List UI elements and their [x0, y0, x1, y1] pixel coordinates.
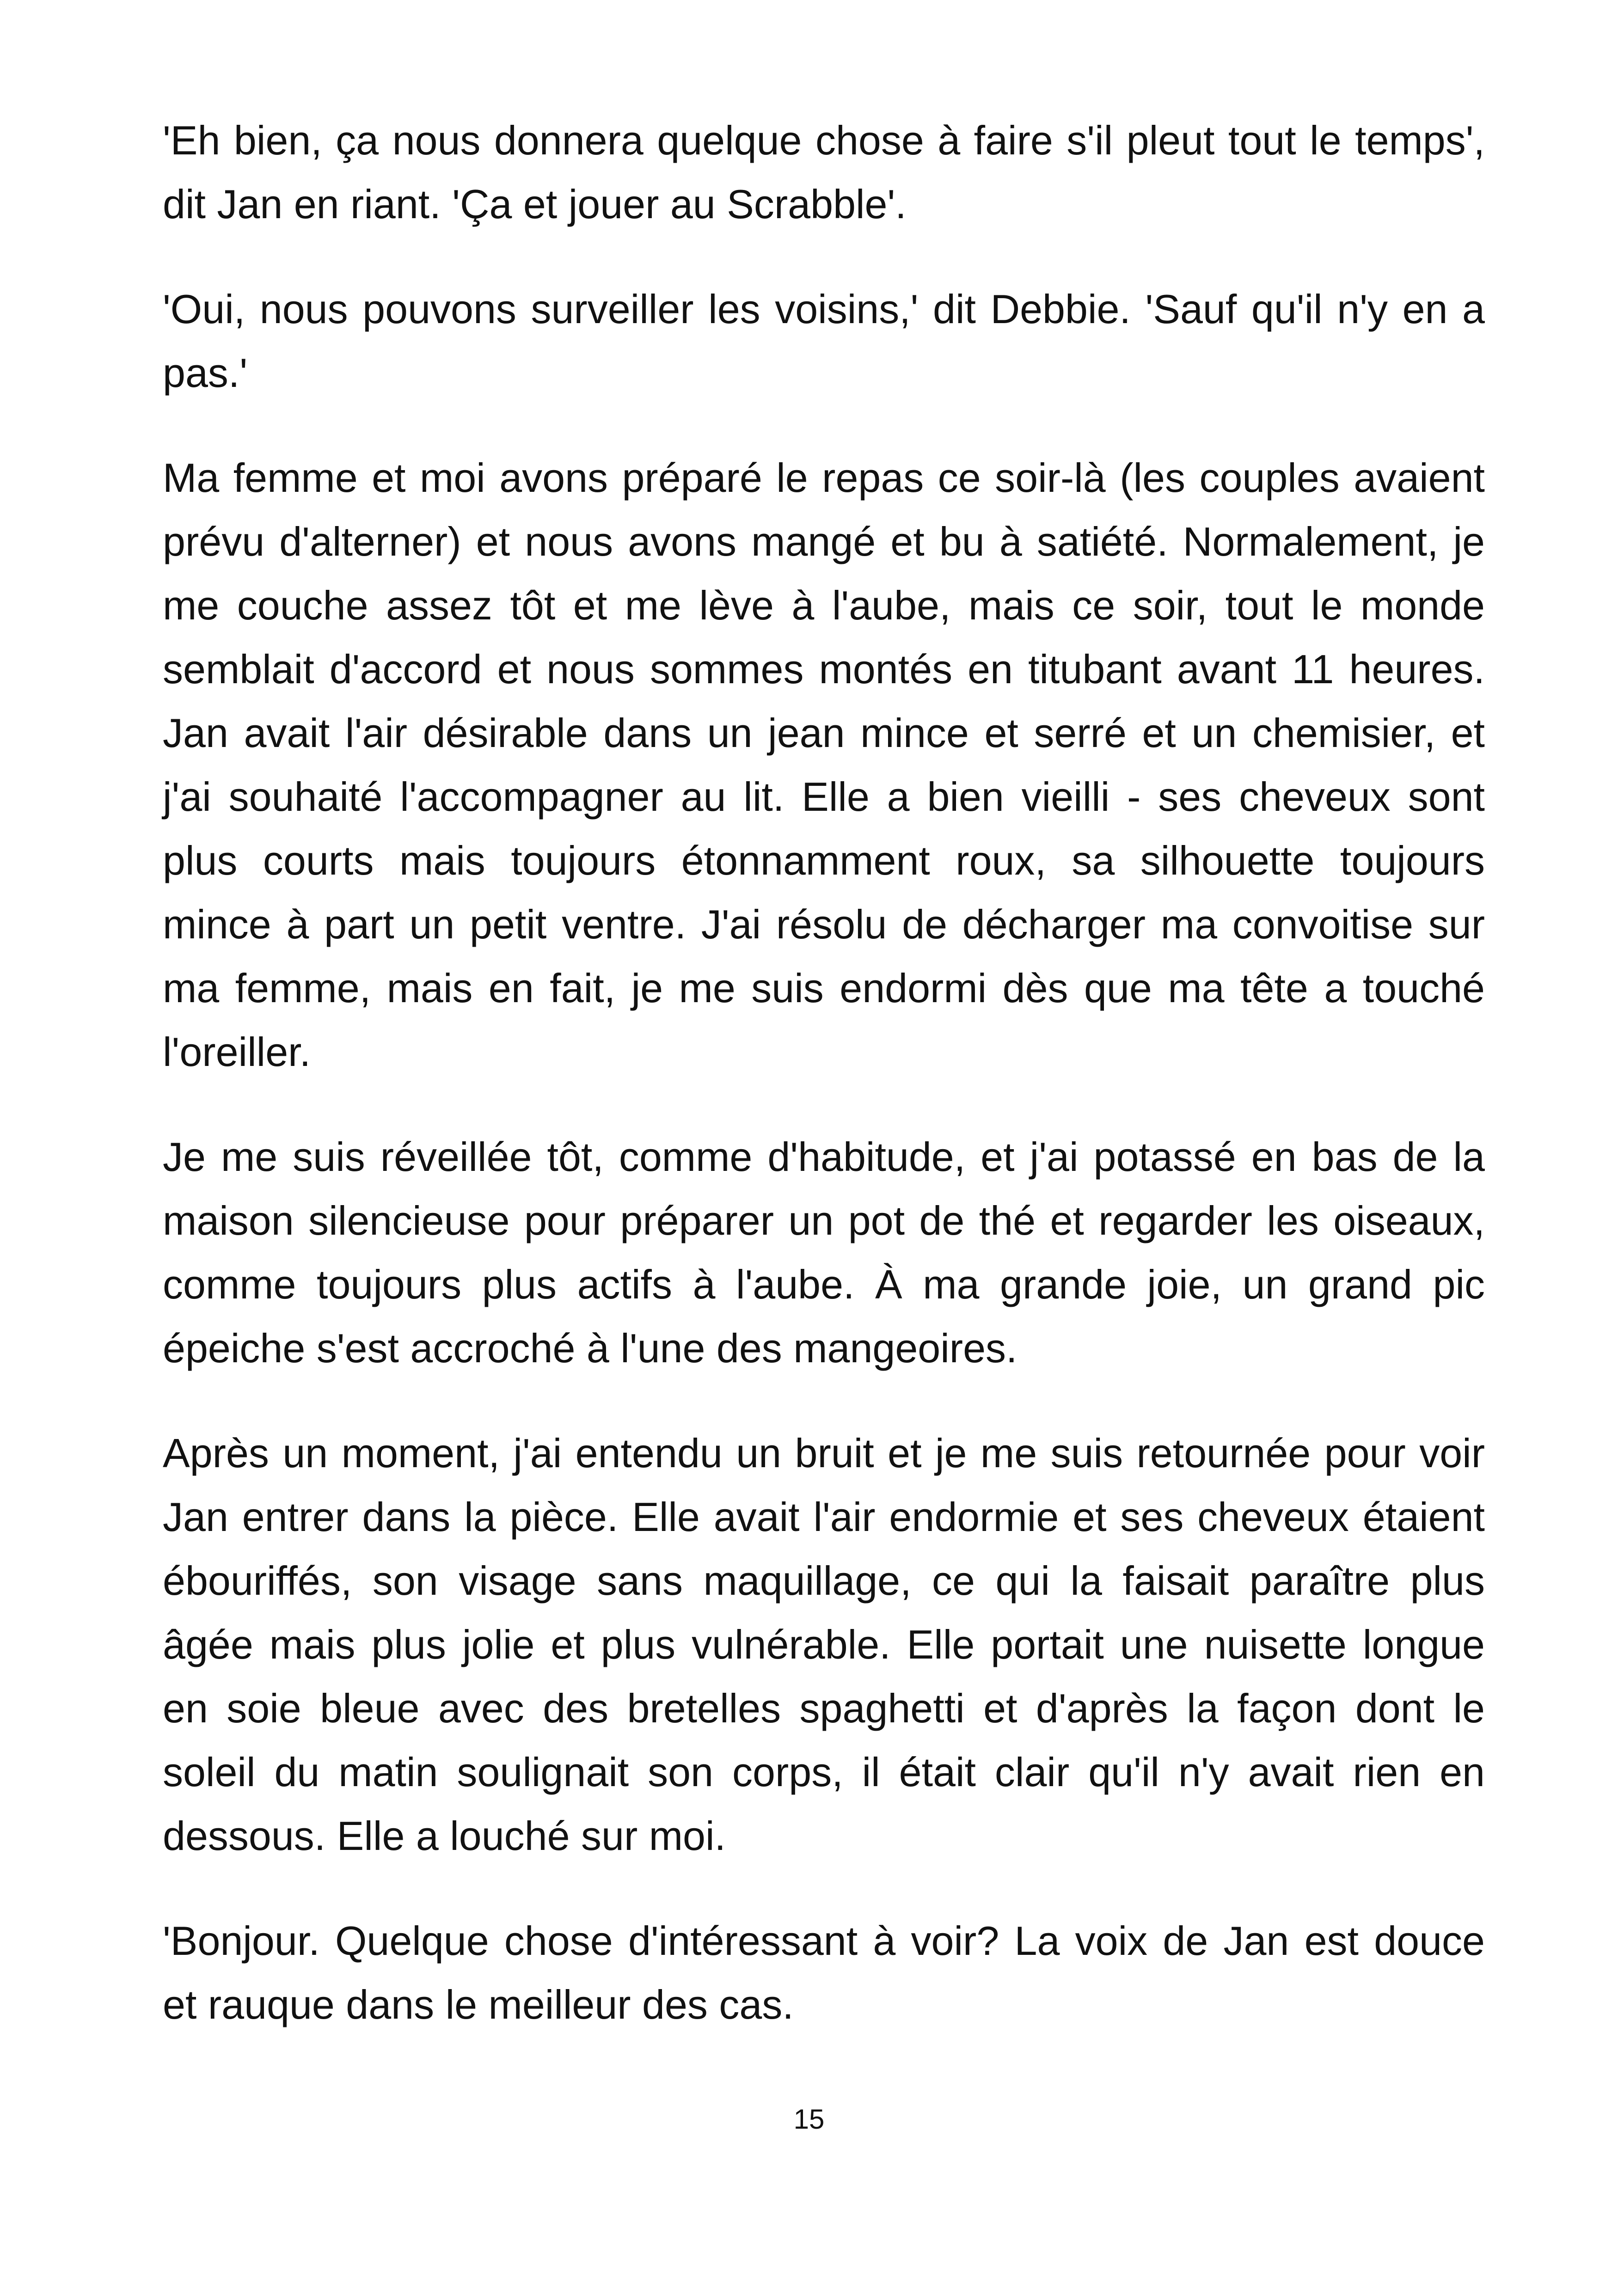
- paragraph-3: Ma femme et moi avons préparé le repas ce soir-là (les couples avaient prévu d'alterner) et nous avons mangé et bu à satiété. Normalement, je me couche assez tôt et me lève à l'aube, mais ce soir, tout le monde semblait d'accord et nous sommes montés en titubant avant 11 heures. Jan avait l'air désirable dans un jean mince et serré et un chemisier, et j'ai souhaité l'accompagner au lit. Elle a bien vieilli - ses cheveux sont plus courts mais toujours étonnamment roux, sa silhouette toujours mince à part un petit ventre. J'ai résolu de décharger ma convoitise sur ma femme, mais en fait, je me suis endormi dès que ma tête a touché l'oreiller.: [163, 455, 1485, 1075]
- paragraph-5: Après un moment, j'ai entendu un bruit et je me suis retournée pour voir Jan entrer dans la pièce. Elle avait l'air endormie et ses cheveux étaient ébouriffés, son visage sans maquillage, ce qui la faisait paraître plus âgée mais plus jolie et plus vulnérable. Elle portait une nuisette longue en soie bleue avec des bretelles spaghetti et d'après la façon dont le soleil du matin soulignait son corps, il était clair qu'il n'y avait rien en dessous. Elle a louché sur moi.: [163, 1430, 1485, 1859]
- page-number: 15: [793, 2104, 825, 2135]
- paragraph-1: 'Eh bien, ça nous donnera quelque chose à faire s'il pleut tout le temps', dit Jan en riant. 'Ça et jouer au Scrabble'.: [163, 117, 1485, 227]
- body-text: [163, 109, 1485, 2037]
- paragraph-4: Je me suis réveillée tôt, comme d'habitude, et j'ai potassé en bas de la maison silencieuse pour préparer un pot de thé et regarder les oiseaux, comme toujours plus actifs à l'aube. À ma grande joie, un grand pic épeiche s'est accroché à l'une des mangeoires.: [163, 1134, 1485, 1371]
- paragraph-2: 'Oui, nous pouvons surveiller les voisins,' dit Debbie. 'Sauf qu'il n'y en a pas.': [163, 286, 1485, 396]
- paragraph-6: 'Bonjour. Quelque chose d'intéressant à voir? La voix de Jan est douce et rauque dans le meilleur des cas.: [163, 1918, 1485, 2027]
